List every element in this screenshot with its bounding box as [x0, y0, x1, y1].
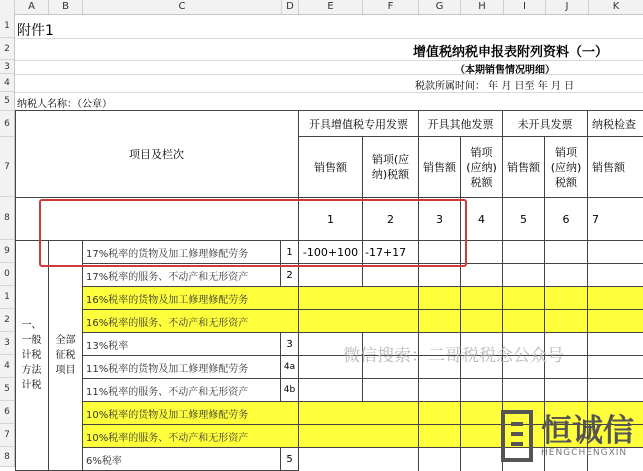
sheet-title: 增值税纳税申报表附列资料（一）: [413, 45, 609, 60]
value-cell[interactable]: -17+17: [363, 241, 419, 264]
sheet-grid[interactable]: [15, 15, 643, 467]
item-num: 4a: [281, 356, 299, 379]
taxpayer-name: 纳税人名称：（公章）: [17, 99, 112, 110]
sub-header-tax: 销项(应纳)税额: [363, 137, 419, 198]
item-label: 17%税率的货物及加工修理修配劳务: [83, 241, 281, 264]
col-number: 2: [363, 198, 419, 241]
col-header-h[interactable]: H: [461, 0, 504, 14]
attachment-label: 附件1: [17, 23, 54, 39]
col-header-d[interactable]: D: [282, 0, 299, 14]
col-header-a[interactable]: A: [15, 0, 49, 14]
row-header[interactable]: 1: [0, 286, 14, 309]
row-header[interactable]: 4: [0, 74, 14, 92]
item-num: 1: [281, 241, 299, 264]
sub-header-tax: 销项(应纳)税额: [461, 137, 503, 198]
item-label: 11%税率的货物及加工修理修配劳务: [83, 356, 281, 379]
row-header[interactable]: 8: [0, 197, 14, 240]
col-header-b[interactable]: B: [49, 0, 83, 14]
item-label: 16%税率的服务、不动产和无形资产: [83, 310, 299, 333]
col-number: 1: [299, 198, 363, 241]
col-header-k[interactable]: K: [589, 0, 643, 14]
sub-header-sales: 销售额: [588, 137, 643, 198]
section-label: 一、一般计税方法计税: [15, 241, 49, 471]
item-label: 10%税率的服务、不动产和无形资产: [83, 425, 299, 448]
item-label: 10%税率的货物及加工修理修配劳务: [83, 402, 299, 425]
row-header[interactable]: 3: [0, 60, 14, 74]
row-header[interactable]: 3: [0, 332, 14, 355]
row-header[interactable]: 5: [0, 378, 14, 401]
col-number: 3: [419, 198, 461, 241]
col-header-g[interactable]: G: [419, 0, 461, 14]
group-header-other-invoice: 开具其他发票: [419, 111, 503, 137]
col-number: 5: [503, 198, 545, 241]
row-header-bar: [0, 14, 15, 467]
row-header[interactable]: 5: [0, 92, 14, 111]
col-number: 4: [461, 198, 503, 241]
select-all-corner[interactable]: [0, 0, 15, 14]
item-num: 4b: [281, 379, 299, 402]
row-header[interactable]: 2: [0, 309, 14, 332]
item-label: 17%税率的服务、不动产和无形资产: [83, 264, 281, 287]
subsection-label: 全部征税项目: [49, 241, 83, 471]
item-header: 项目及栏次: [15, 111, 299, 198]
row-header[interactable]: 0: [0, 263, 14, 286]
sheet-subtitle: （本期销售情况明细）: [455, 65, 555, 76]
row-header[interactable]: 7: [0, 424, 14, 447]
watermark-text: 微信搜索：二哥税税念公众号: [343, 346, 564, 366]
col-header-i[interactable]: I: [504, 0, 546, 14]
col-header-c[interactable]: C: [83, 0, 282, 14]
row-header[interactable]: 9: [0, 240, 14, 263]
sub-header-sales: 销售额: [503, 137, 545, 198]
row-header[interactable]: 4: [0, 355, 14, 378]
col-number: 7: [588, 198, 643, 241]
col-header-e[interactable]: E: [299, 0, 363, 14]
row-header[interactable]: 8: [0, 447, 14, 467]
row-header[interactable]: 6: [0, 401, 14, 424]
sub-header-sales: 销售额: [299, 137, 363, 198]
item-label: 16%税率的货物及加工修理修配劳务: [83, 287, 299, 310]
item-num: 3: [281, 333, 299, 356]
tax-period: 税款所属时间： 年 月 日至 年 月 日: [415, 81, 575, 92]
row-header[interactable]: 2: [0, 38, 14, 60]
group-header-vat-invoice: 开具增值税专用发票: [299, 111, 419, 137]
logo-icon: [497, 410, 537, 462]
sub-header-tax: 销项(应纳)税额: [545, 137, 588, 198]
item-label: 11%税率的服务、不动产和无形资产: [83, 379, 281, 402]
row-header[interactable]: 7: [0, 137, 14, 197]
item-num: 2: [281, 264, 299, 287]
value-cell[interactable]: -100+100: [299, 241, 363, 264]
row-header[interactable]: 6: [0, 111, 14, 137]
column-header-bar: [0, 0, 643, 15]
group-header-no-invoice: 未开具发票: [503, 111, 588, 137]
logo-subtitle: HENGCHENGXIN: [541, 448, 628, 458]
group-header-inspection: 纳税检查: [588, 111, 643, 137]
item-label: 13%税率: [83, 333, 281, 356]
logo: [497, 410, 634, 462]
col-header-f[interactable]: F: [363, 0, 419, 14]
item-num: 5: [281, 448, 299, 471]
row-header[interactable]: 1: [0, 14, 14, 38]
col-header-j[interactable]: J: [546, 0, 589, 14]
logo-name: 恒诚信: [541, 413, 634, 449]
highlight-box: [39, 199, 467, 267]
item-label: 6%税率: [83, 448, 281, 471]
sub-header-sales: 销售额: [419, 137, 461, 198]
col-number: 6: [545, 198, 588, 241]
